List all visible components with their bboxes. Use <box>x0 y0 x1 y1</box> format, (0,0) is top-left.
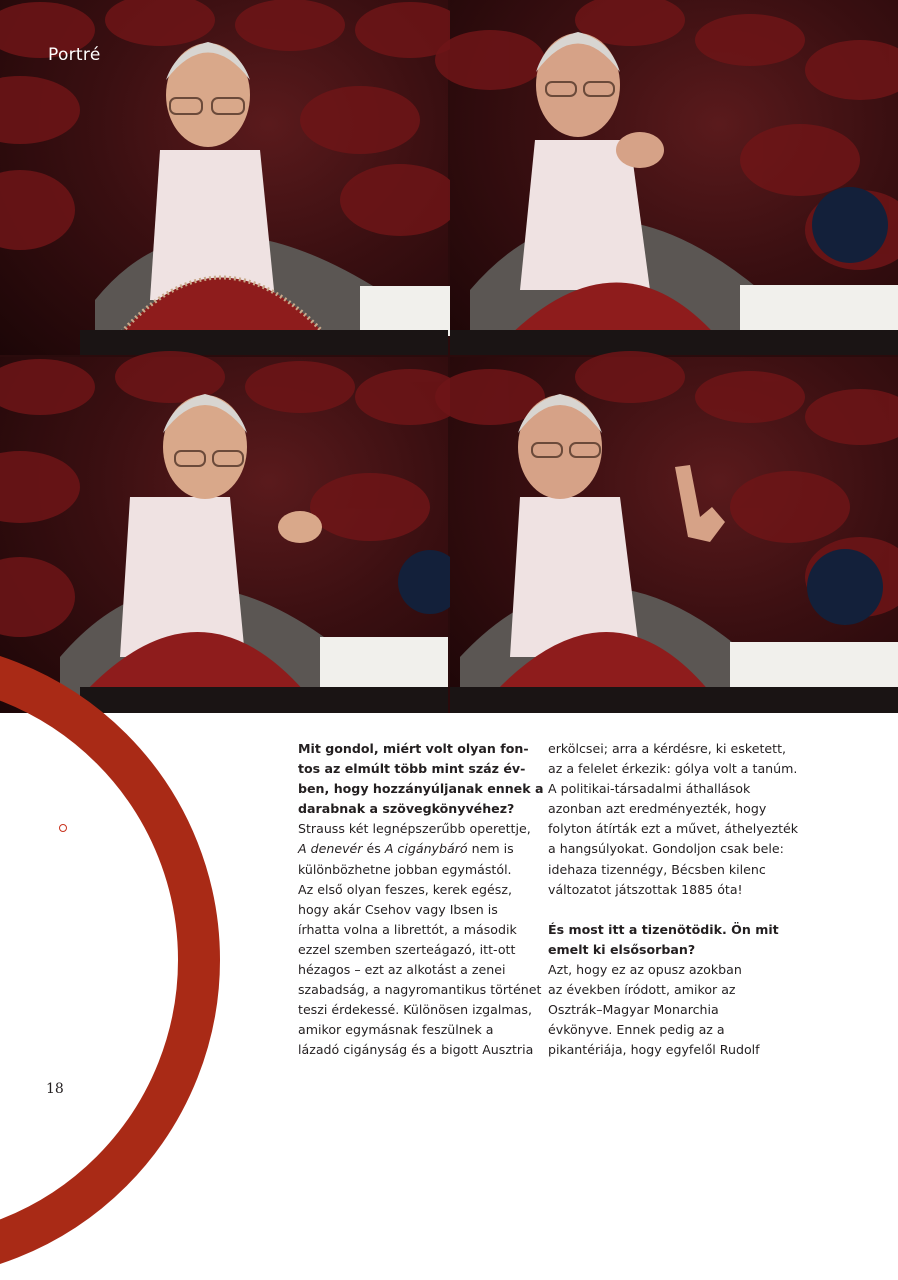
answer-line: az a felelet érkezik: gólya volt a tanúm. <box>548 761 798 777</box>
paragraph-gap <box>548 900 788 920</box>
interview-answer-2 <box>548 960 788 1060</box>
answer-line: azonban azt eredményezték, hogy <box>548 801 767 817</box>
question-line: tos az elmúlt több mint száz év- <box>298 761 526 777</box>
answer-line: évkönyve. Ennek pedig az a <box>548 1022 725 1038</box>
answer-line: szabadság, a nagyromantikus történet <box>298 982 542 998</box>
answer-line: pikantériája, hogy egyfelől Rudolf <box>548 1042 760 1058</box>
answer-line: A politikai-társadalmi áthallások <box>548 781 751 797</box>
interview-question-1 <box>298 739 544 819</box>
answer-line: amikor egymásnak feszülnek a <box>298 1022 494 1038</box>
text-column-2 <box>548 739 799 1060</box>
question-line: emelt ki elsősorban? <box>548 941 696 957</box>
answer-line: írhatta volna a librettót, a második <box>298 921 517 937</box>
answer-line <box>298 839 530 859</box>
question-line: Mit gondol, miért volt olyan fon- <box>298 741 529 756</box>
answer-fragment: és <box>362 841 385 857</box>
operetta-title: A denevér <box>298 841 363 857</box>
portrait-photo-1 <box>0 0 448 355</box>
photo-credit-text: Fotó: Emmer László <box>58 731 68 820</box>
question-line: ben, hogy hozzányúljanak ennek a <box>298 781 544 797</box>
portrait-photo-2 <box>450 0 898 355</box>
answer-line: változatot játszottak 1885 óta! <box>548 881 743 897</box>
page-number: 18 <box>46 1081 64 1097</box>
question-line: És most itt a tizenötödik. Ön mit <box>548 921 779 937</box>
portrait-photo-4 <box>450 357 898 713</box>
decorative-arc <box>0 640 220 1280</box>
answer-line: teszi érdekessé. Különösen izgalmas, <box>298 1002 532 1018</box>
answer-fragment: nem is <box>467 841 514 857</box>
answer-line: lázadó cigányság és a bigott Ausztria <box>298 1042 534 1058</box>
answer-line: Az első olyan feszes, kerek egész, <box>298 881 512 897</box>
interview-answer-1 <box>298 819 542 1060</box>
interview-answer-1-continued <box>548 739 799 900</box>
answer-line: Osztrák–Magyar Monarchia <box>548 1002 719 1018</box>
answer-line: hogy akár Csehov vagy Ibsen is <box>298 901 498 917</box>
answer-line: ezzel szemben szerteágazó, itt-ott <box>298 941 516 957</box>
answer-line: Strauss két legnépszerűbb operettje, <box>298 821 531 837</box>
answer-line: hézagos – ezt az alkotást a zenei <box>298 962 506 978</box>
section-label: Portré <box>48 45 101 65</box>
answer-line: idehaza tizennégy, Bécsben kilenc <box>548 861 766 877</box>
answer-line: Azt, hogy ez az opusz azokban <box>548 961 742 977</box>
text-column-1 <box>298 739 544 1061</box>
answer-line: erkölcsei; arra a kérdésre, ki esketett, <box>548 741 787 756</box>
answer-line: az években íródott, amikor az <box>548 982 736 998</box>
answer-line: a hangsúlyokat. Gondoljon csak bele: <box>548 841 784 857</box>
operetta-title: A cigánybáró <box>384 841 468 857</box>
question-line: darabnak a szövegkönyvéhez? <box>298 801 515 817</box>
answer-line: folyton átírták ezt a művet, áthelyezték <box>548 821 799 837</box>
answer-line: különbözhetne jobban egymástól. <box>298 861 512 877</box>
interview-question-2 <box>548 920 788 960</box>
